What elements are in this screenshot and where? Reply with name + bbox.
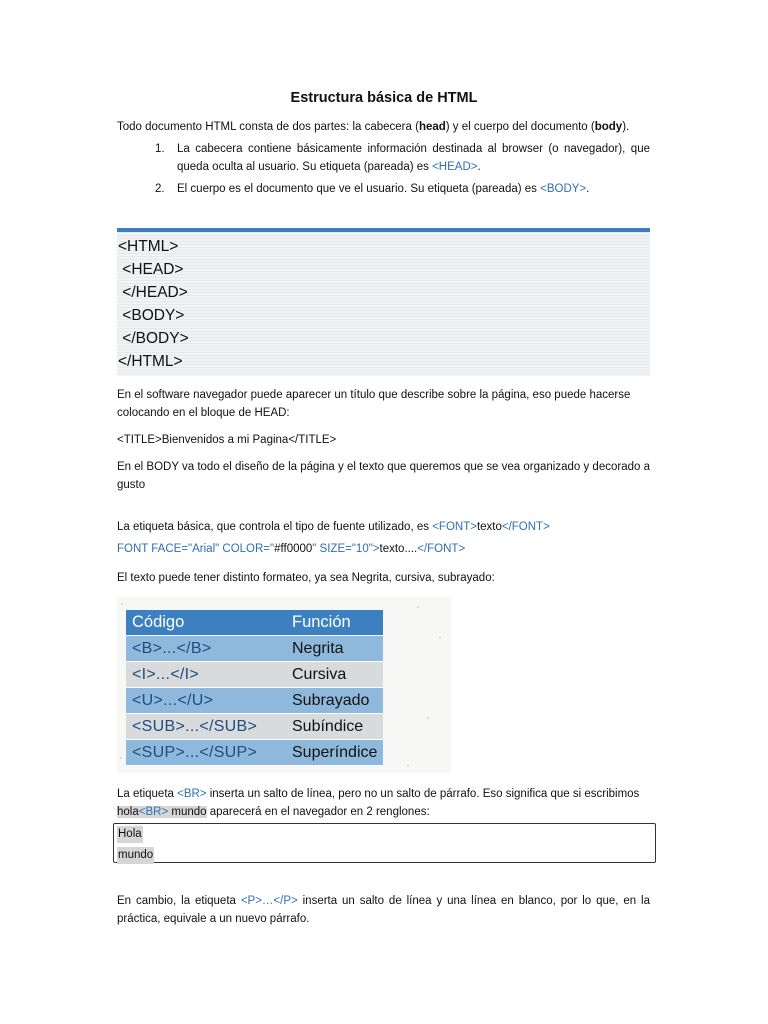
output-line: mundo (117, 847, 154, 864)
table-header-row (126, 610, 383, 636)
body-paragraph: En el BODY va todo el diseño de la página y el texto que queremos que se vea organizado y decorado a gusto (117, 461, 650, 491)
intro-paragraph: Todo documento HTML consta de dos partes: la cabecera (head) y el cuerpo del documento (body). (117, 121, 630, 133)
table-row: <I>...</I> Cursiva (126, 662, 383, 688)
page-title: Estructura básica de HTML (290, 90, 478, 106)
font-paragraph: La etiqueta básica, que controla el tipo de fuente utilizado, es <FONT>texto</FONT> (117, 521, 550, 533)
table-row: <B>...</B> Negrita (126, 636, 383, 662)
code-line: </HTML> (118, 353, 183, 370)
browser-output-box (113, 823, 656, 863)
code-line: <HEAD> (118, 261, 184, 278)
html-structure-code-block (117, 228, 650, 376)
format-table (126, 610, 383, 766)
table-row: <SUP>...</SUP> Superíndice (126, 740, 383, 766)
list-item: 2. El cuerpo es el documento que ve el usuario. Su etiqueta (pareada) es <BODY>. (155, 183, 590, 195)
font-example: FONT FACE="Arial" COLOR="#ff0000" SIZE="10">texto....</FONT> (117, 543, 466, 555)
title-tag-example: <TITLE>Bienvenidos a mi Pagina</TITLE> (117, 434, 337, 446)
code-line: </BODY> (118, 330, 189, 347)
code-line: </HEAD> (118, 284, 188, 301)
table-row: <SUB>...</SUB> Subíndice (126, 714, 383, 740)
format-table-image (117, 597, 451, 773)
p-tag-paragraph: En cambio, la etiqueta <P>…</P> inserta un salto de línea y una línea en blanco, por lo que, en la práctica, equivale a un nuevo párrafo. (117, 895, 650, 925)
list-item: 1. La cabecera contiene básicamente información destinada al browser (o navegador), que queda oculta al usuario. Su etiqueta (pareada) es <HEAD>. (155, 143, 650, 173)
table-row: <U>...</U> Subrayado (126, 688, 383, 714)
column-header: Función (286, 610, 383, 636)
code-line: <BODY> (118, 307, 185, 324)
structure-list (117, 140, 650, 202)
column-header: Código (126, 610, 286, 636)
code-line: <HTML> (118, 238, 179, 255)
br-paragraph: La etiqueta <BR> inserta un salto de línea, pero no un salto de párrafo. Eso significa que si escribimos hola<BR> mundo aparecerá en el navegador en 2 renglones: (117, 788, 640, 818)
output-line: Hola (117, 826, 143, 843)
title-paragraph: En el software navegador puede aparecer un título que describe sobre la página, eso puede hacerse colocando en el bloque de HEAD: (117, 389, 631, 419)
format-paragraph: El texto puede tener distinto formateo, ya sea Negrita, cursiva, subrayado: (117, 572, 495, 584)
